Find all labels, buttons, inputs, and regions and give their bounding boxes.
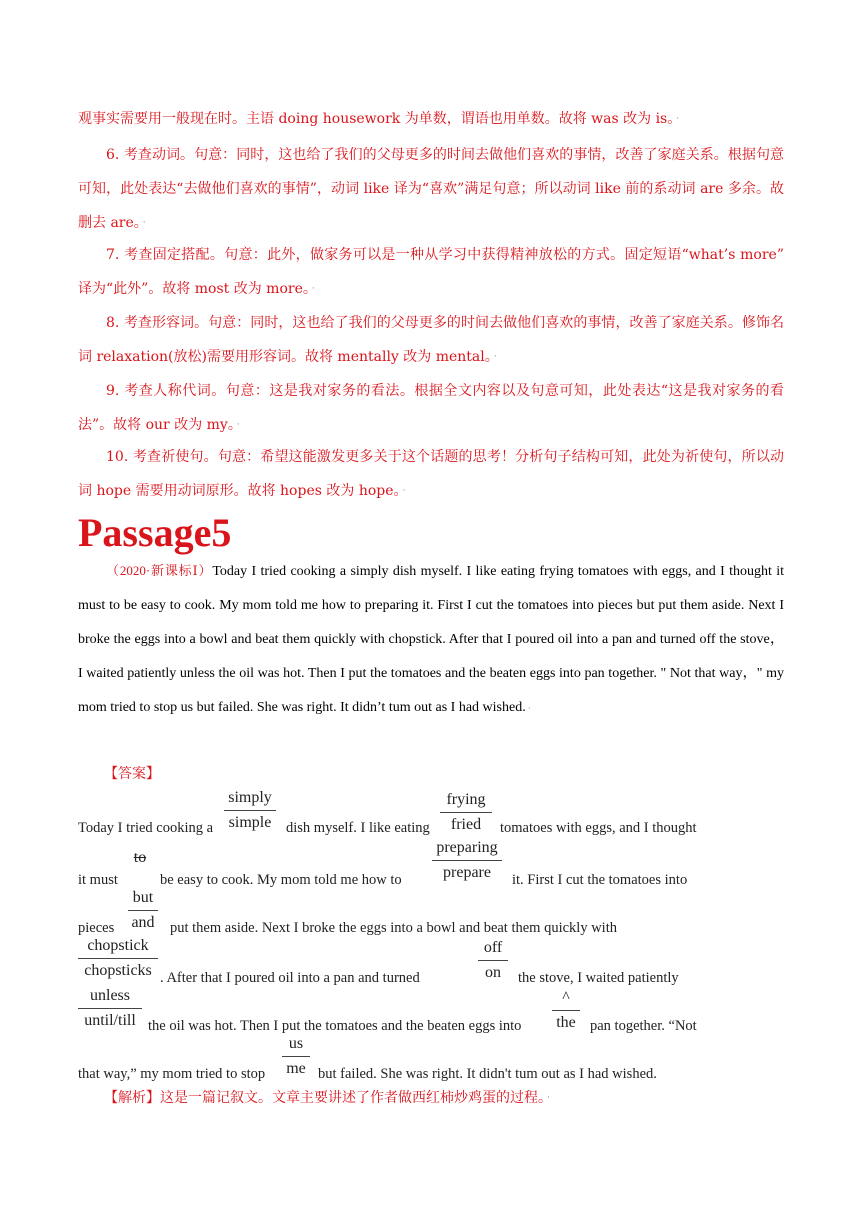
correction-chopstick: chopstick chopsticks: [78, 936, 158, 981]
answer-block: [78, 786, 704, 1086]
explanation-7: 7. 考查固定搭配。句意：此外，做家务可以是一种从学习中获得精神放松的方式。固定短语“what’s more” 译为“此外”。故将 most 改为 more。 ·: [78, 247, 784, 297]
correction-simply: simply simple: [224, 788, 276, 833]
answer-line-5a: the oil was hot. Then I put the tomatoes and the beaten eggs into: [148, 1018, 522, 1034]
correction-unless: unless until/till: [78, 986, 142, 1031]
answer-line-2a: it must: [78, 872, 118, 888]
answer-line-3a: pieces: [78, 920, 115, 936]
answer-line-6a: that way,” my mom tried to stop: [78, 1066, 266, 1082]
correction-frying: frying fried: [440, 790, 492, 835]
answer-line-2b: be easy to cook. My mom told me how to: [160, 872, 402, 888]
answer-line-4a: . After that I poured oil into a pan and turned: [160, 970, 420, 986]
correction-insert-the: ^ the: [552, 988, 580, 1033]
answer-label: 【答案】: [104, 766, 160, 782]
answer-line-6b: but failed. She was right. It didn't tum out as I had wished.: [318, 1066, 657, 1082]
explanation-8: 8. 考查形容词。句意：同时，这也给了我们的父母更多的时间去做他们喜欢的事情，改善了家庭关系。修饰名词 relaxation(放松)需要用形容词。故将 mentally 改为 mental。 ·: [78, 315, 784, 365]
correction-preparing: preparing prepare: [432, 838, 502, 883]
answer-line-5b: pan together. “Not: [590, 1018, 697, 1034]
explanation-5-continued: 观事实需要用一般现在时。主语 doing housework 为单数，谓语也用单数。故将 was 改为 is。 ·: [78, 111, 680, 127]
explanation-6: 6. 考查动词。句意：同时，这也给了我们的父母更多的时间去做他们喜欢的事情，改善了家庭关系。根据句意可知，此处表达“去做他们喜欢的事情”，动词 like 译为“喜欢”满足句意；所以动词 like 前的系动词 are 多余。故删去 are。 ·: [78, 147, 784, 231]
correction-us: us me: [282, 1034, 310, 1079]
correction-off: off on: [478, 938, 508, 983]
explanation-9: 9. 考查人称代词。句意：这是我对家务的看法。根据全文内容以及句意可知，此处表达“这是我对家务的看法”。故将 our 改为 my。 ·: [78, 383, 784, 433]
answer-line-1a: Today I tried cooking a: [78, 820, 214, 836]
answer-line-4b: the stove, I waited patiently: [518, 970, 679, 986]
correction-but: but and: [128, 888, 158, 933]
passage-text: （2020·新课标Ⅰ）Today I tried cooking a simply dish myself. I like eating frying tomatoes with eggs, and I thought it must to be easy to cook. My mom told me how to preparing it. First I cut the tomatoes into pieces but put them aside. Next I broke the eggs into a bowl and beat them quickly with chopstick. After that I poured oil into a pan and turned off the stove， I waited patiently unless the oil was hot. Then I put the tomatoes and the beaten eggs into pan together. " Not that way，" my mom tried to stop us but failed. She was right. It didn’t tum out as I had wished. ·: [78, 563, 784, 715]
passage-body: Today I tried cooking a simply dish myself. I like eating frying tomatoes with eggs, and I thought it must to be easy to cook. My mom told me how to preparing it. First I cut the tomatoes into pieces but put them aside. Next I broke the eggs into a bowl and beat them quickly with chopstick. After that I poured oil into a pan and turned off the stove， I waited patiently unless the oil was hot. Then I put the tomatoes and the beaten eggs into pan together. " Not that way，" my mom tried to stop us but failed. She was right. It didn’t tum out as I had wished.: [78, 564, 784, 715]
answer-line-1c: tomatoes with eggs, and I thought: [500, 820, 697, 836]
answer-line-1b: dish myself. I like eating: [286, 820, 430, 836]
answer-line-3b: put them aside. Next I broke the eggs into a bowl and beat them quickly with: [170, 920, 617, 936]
answer-line-2c: it. First I cut the tomatoes into: [512, 872, 688, 888]
passage-source: （2020·新课标Ⅰ）: [106, 563, 213, 578]
explanation-10: 10. 考查祈使句。句意：希望这能激发更多关于这个话题的思考！分析句子结构可知，此处为祈使句，所以动词 hope 需要用动词原形。故将 hopes 改为 hope。 ·: [78, 449, 784, 499]
correction-to-deleted: to: [133, 849, 147, 866]
analysis-paragraph: 【解析】这是一篇记叙文。文章主要讲述了作者做西红柿炒鸡蛋的过程。 ·: [104, 1090, 550, 1106]
passage-heading: Passage5: [78, 510, 232, 555]
